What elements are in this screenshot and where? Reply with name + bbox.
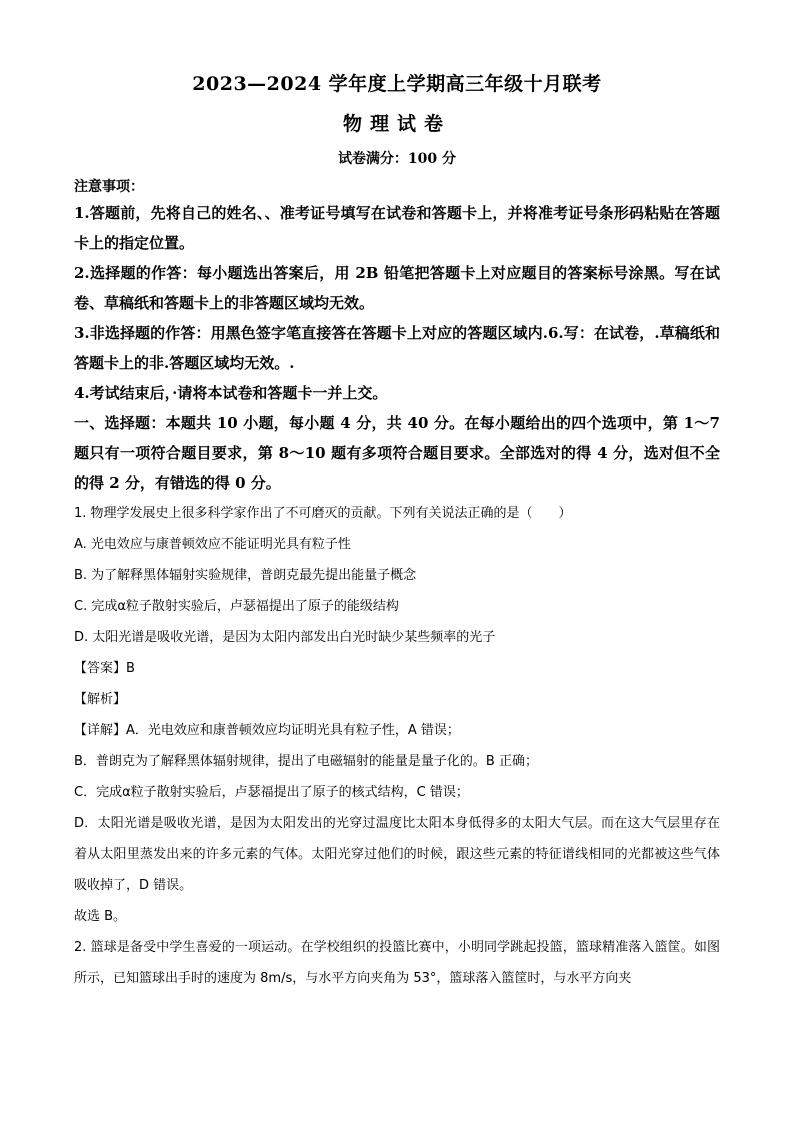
section-instructions: 一、选择题：本题共 10 小题，每小题 4 分，共 40 分。在每小题给出的四个选项中，第 1～7 题只有一项符合题目要求，第 8～10 题有多项符合题目要求。全部选对的得 4 分，选对但不全的得 2 分，有错选的得 0 分。 <box>74 414 720 492</box>
question-1-explanation-c: C．完成α粒子散射实验后，卢瑟福提出了原子的核式结构，C 错误； <box>74 785 469 800</box>
exam-subtitle: 物理试卷 <box>342 113 451 135</box>
notice-item-1: 1.答题前，先将自己的姓名、、准考证号填写在试卷和答题卡上，并将准考证号条形码粘贴在答题卡上的指定位置。 <box>74 204 720 252</box>
question-1-option-d: D. 太阳光谱是吸收光谱，是因为太阳内部发出白光时缺少某些频率的光子 <box>74 630 496 645</box>
notice-item-2: 2.选择题的作答：每小题选出答案后，用 2B 铅笔把答题卡上对应题目的答案标号涂黑。写在试卷、草稿纸和答题卡上的非答题区域均无效。 <box>74 264 720 312</box>
question-1-explanation-b: B．普朗克为了解释黑体辐射规律，提出了电磁辐射的能量是量子化的。B 正确； <box>74 754 538 769</box>
notice-heading: 注意事项： <box>74 179 144 195</box>
question-1-explanation-d: D．太阳光谱是吸收光谱，是因为太阳发出的光穿过温度比太阳本身低得多的太阳大气层。而在这大气层里存在着从太阳里蒸发出来的许多元素的气体。太阳光穿过他们的时候，跟这些元素的特征谱线相同的光都被这些气体吸收掉了，D 错误。 <box>74 816 720 893</box>
exam-title: 2023—2024 学年度上学期高三年级十月联考 <box>192 73 602 95</box>
full-score: 试卷满分：100 分 <box>337 151 457 167</box>
question-1-option-c: C. 完成α粒子散射实验后，卢瑟福提出了原子的能级结构 <box>74 599 399 614</box>
question-1-option-b: B. 为了解释黑体辐射实验规律，普朗克最先提出能量子概念 <box>74 568 417 583</box>
question-1-explanation-a: 【详解】A．光电效应和康普顿效应均证明光具有粒子性，A 错误； <box>74 723 460 738</box>
question-1-stem: 1. 物理学发展史上很多科学家作出了不可磨灭的贡献。下列有关说法正确的是（ ） <box>74 506 572 521</box>
notice-item-4: 4.考试结束后，·请将本试卷和答题卡一并上交。 <box>74 384 388 402</box>
question-1-conclusion: 故选 B。 <box>74 909 127 924</box>
question-1-analysis-label: 【解析】 <box>74 692 127 707</box>
question-1-option-a: A. 光电效应与康普顿效应不能证明光具有粒子性 <box>74 537 351 552</box>
question-2-stem: 2. 篮球是备受中学生喜爱的一项运动。在学校组织的投篮比赛中，小明同学跳起投篮，篮球精准落入篮筐。如图所示，已知篮球出手时的速度为 8m/s，与水平方向夹角为 53°，篮球落入篮筐时，与水平方向夹 <box>74 940 720 986</box>
question-1-answer: 【答案】B <box>74 661 135 676</box>
notice-item-3: 3.非选择题的作答：用黑色签字笔直接答在答题卡上对应的答题区域内.6.写：在试卷，.草稿纸和答题卡上的非.答题区域均无效。. <box>74 324 720 372</box>
